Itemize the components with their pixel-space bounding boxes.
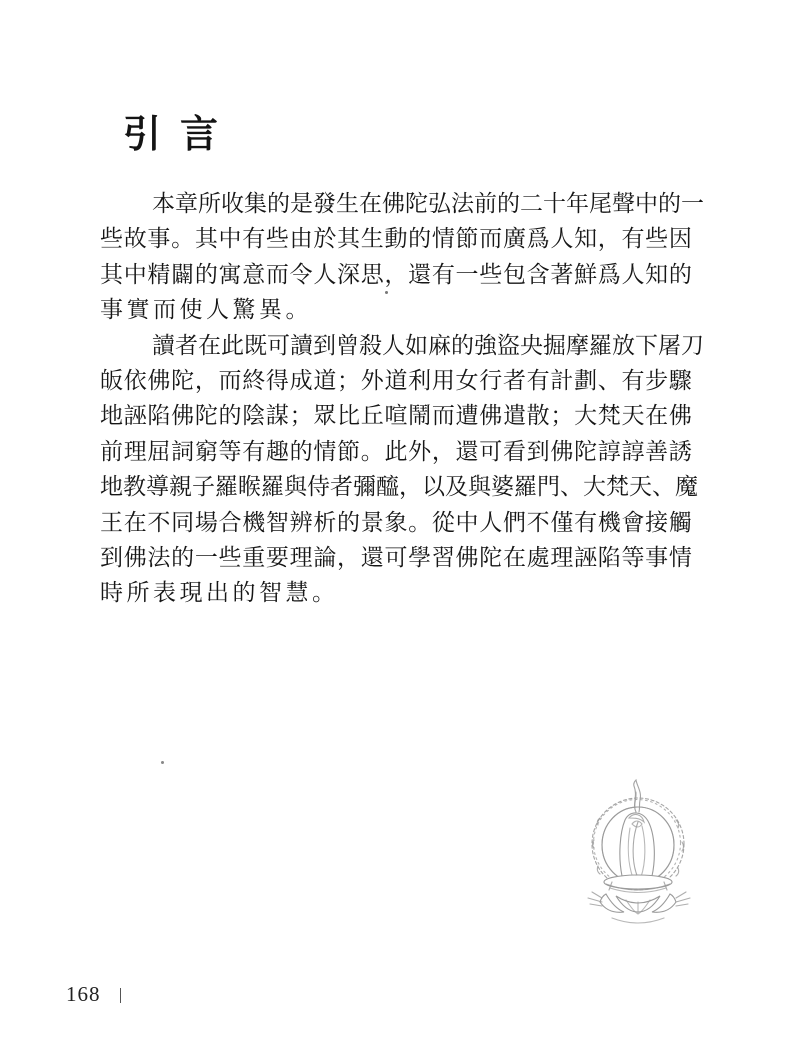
text-line: 事實而使人驚異。 bbox=[100, 297, 312, 323]
text-line: 到 佛 法 的 一 些 重 要 理 論 ， 還 可 學 習 佛 陀 在 處 理 誣 陷 等 事 情 bbox=[100, 544, 692, 570]
text-line: 讀 者 在 此 既 可 讀 到 曾 殺 人 如 麻 的 強 盜 央 掘 摩 羅 放 下 屠 刀 bbox=[152, 332, 704, 358]
text-line: 王 在 不 同 場 合 機 智 辨 析 的 景 象 。 從 中 人 們 不 僅 有 機 會 接 觸 bbox=[100, 509, 692, 535]
text-line: 時所表現出的智慧。 bbox=[100, 580, 339, 606]
text-line: 皈 依 佛 陀 ， 而 終 得 成 道 ； 外 道 利 用 女 行 者 有 計 劃 、 有 步 驟 bbox=[100, 367, 692, 393]
folio-divider bbox=[120, 988, 121, 1003]
body-text bbox=[100, 186, 704, 611]
page-number: 168 bbox=[66, 982, 101, 1006]
chapter-title: 引言 bbox=[123, 114, 238, 156]
page-footer bbox=[66, 982, 121, 1007]
text-line: 本 章 所 收 集 的 是 發 生 在 佛 陀 弘 法 前 的 二 十 年 尾 聲 中 的 一 bbox=[152, 191, 704, 216]
text-line: 前 理 屈 詞 窮 等 有 趣 的 情 節 。 此 外 ， 還 可 看 到 佛 陀 諄 諄 善 誘 bbox=[100, 438, 692, 464]
print-speck bbox=[385, 291, 388, 294]
text-line: 地 誣 陷 佛 陀 的 陰 謀 ； 眾 比 丘 喧 鬧 而 遭 佛 遣 散 ； 大 梵 天 在 佛 bbox=[100, 403, 692, 429]
print-speck bbox=[161, 761, 164, 764]
buddha-lotus-illustration bbox=[582, 778, 696, 934]
text-line: 些 故 事 。 其 中 有 些 由 於 其 生 動 的 情 節 而 廣 爲 人 知 ， 有 些 因 bbox=[100, 226, 692, 252]
text-line: 地 教 導 親 子 羅 睺 羅 與 侍 者 彌 醯 ， 以 及 與 婆 羅 門 、 大 梵 天 、 魔 bbox=[100, 474, 698, 500]
text-line: 其 中 精 闢 的 寓 意 而 令 人 深 思 ， 還 有 一 些 包 含 著 鮮 爲 人 知 的 bbox=[100, 261, 692, 287]
